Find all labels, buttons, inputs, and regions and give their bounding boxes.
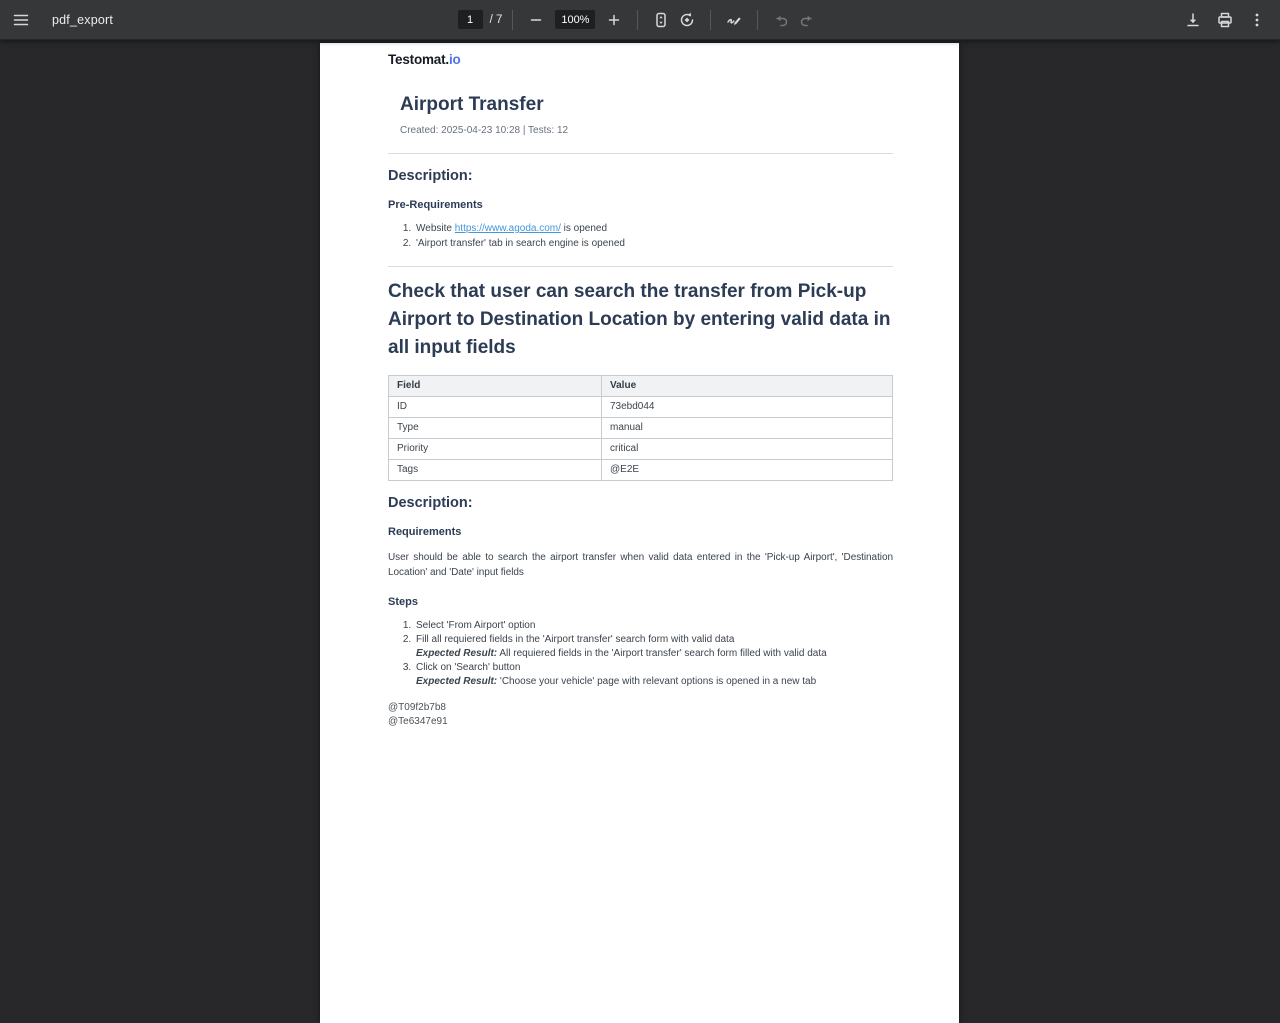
divider bbox=[388, 266, 893, 267]
step-item bbox=[414, 633, 893, 661]
toolbar-center-group bbox=[458, 7, 821, 33]
document-title: pdf_export bbox=[52, 12, 114, 27]
logo-text-accent: io bbox=[448, 52, 461, 67]
cell-value: @E2E bbox=[602, 460, 893, 481]
zoom-out-icon[interactable] bbox=[523, 7, 549, 33]
toolbar-separator bbox=[637, 10, 638, 30]
requirements-text: User should be able to search the airport transfer when valid data entered in the 'Pick-up Airport', 'Destination Location' and 'Date' input fields bbox=[388, 552, 893, 578]
list-item: 2. 'Airport transfer' tab in search engine is opened bbox=[414, 237, 893, 252]
pdf-viewer-toolbar bbox=[0, 0, 1280, 40]
table-header-row bbox=[389, 376, 893, 397]
toolbar-separator bbox=[710, 10, 711, 30]
col-header-value: Value bbox=[602, 376, 893, 397]
page-number-input[interactable] bbox=[458, 10, 483, 29]
cell-value: 73ebd044 bbox=[602, 397, 893, 418]
steps-list bbox=[388, 619, 893, 689]
description-heading-1: Description: bbox=[388, 168, 473, 184]
list-item bbox=[414, 222, 893, 237]
toolbar-right-group bbox=[820, 7, 1280, 33]
pdf-page-1 bbox=[320, 43, 959, 1023]
table-row bbox=[389, 397, 893, 418]
testomat-logo bbox=[388, 52, 893, 68]
toolbar-left-group bbox=[0, 7, 458, 33]
table-row bbox=[389, 460, 893, 481]
description-heading-2: Description: bbox=[388, 495, 473, 511]
undo-icon bbox=[768, 7, 794, 33]
step-item bbox=[414, 661, 893, 689]
divider bbox=[388, 153, 893, 154]
agoda-link[interactable]: https://www.agoda.com/ bbox=[454, 223, 561, 234]
table-row bbox=[389, 439, 893, 460]
col-header-field: Field bbox=[389, 376, 602, 397]
page-count-label: / 7 bbox=[489, 13, 503, 26]
table-row bbox=[389, 418, 893, 439]
step-text: 2. Fill all requiered fields in the 'Airport transfer' search form with valid data bbox=[416, 634, 735, 645]
more-options-icon[interactable] bbox=[1244, 7, 1270, 33]
expected-result-label: Expected Result: bbox=[416, 676, 498, 687]
cell-field: Priority bbox=[389, 439, 602, 460]
tag-line: @Te6347e91 bbox=[388, 716, 448, 727]
cell-value: critical bbox=[602, 439, 893, 460]
zoom-in-icon[interactable] bbox=[601, 7, 627, 33]
expected-result bbox=[416, 647, 893, 661]
test-meta-table bbox=[388, 375, 893, 481]
cell-field: Type bbox=[389, 418, 602, 439]
expected-result-text: 'Choose your vehicle' page with relevant options is opened in a new tab bbox=[497, 676, 817, 687]
suite-title: Airport Transfer bbox=[400, 94, 544, 115]
requirements-heading: Requirements bbox=[388, 526, 462, 538]
logo-text-dark: Testomat. bbox=[388, 52, 449, 67]
suite-meta: Created: 2025-04-23 10:28 | Tests: 12 bbox=[400, 125, 569, 136]
pdf-viewer-area[interactable] bbox=[0, 41, 1280, 1023]
step-text: 3. Click on 'Search' button bbox=[416, 662, 521, 673]
step-item bbox=[414, 619, 893, 633]
test-id-tags bbox=[388, 701, 893, 729]
zoom-level-display[interactable]: 100% bbox=[555, 10, 595, 29]
cell-field: Tags bbox=[389, 460, 602, 481]
step-text: 1. Select 'From Airport' option bbox=[416, 620, 536, 631]
expected-result-text: All requiered fields in the 'Airport transfer' search form filled with valid data bbox=[497, 648, 827, 659]
print-icon[interactable] bbox=[1212, 7, 1238, 33]
cell-field: ID bbox=[389, 397, 602, 418]
steps-heading: Steps bbox=[388, 596, 418, 608]
test-case-title: Check that user can search the transfer from Pick-up Airport to Destination Location by entering valid data in all input fields bbox=[388, 281, 891, 358]
menu-icon[interactable] bbox=[8, 7, 34, 33]
download-icon[interactable] bbox=[1180, 7, 1206, 33]
pre-requirements-list bbox=[388, 222, 893, 251]
fit-page-icon[interactable] bbox=[648, 7, 674, 33]
rotate-icon[interactable] bbox=[674, 7, 700, 33]
expected-result bbox=[416, 675, 893, 689]
toolbar-separator bbox=[512, 10, 513, 30]
prereq-item1-prefix: Website bbox=[416, 223, 455, 234]
pre-requirements-heading: Pre-Requirements bbox=[388, 199, 483, 211]
redo-icon bbox=[794, 7, 820, 33]
annotate-pen-icon[interactable] bbox=[721, 7, 747, 33]
prereq-item1-suffix: is opened bbox=[560, 223, 608, 234]
tag-line: @T09f2b7b8 bbox=[388, 702, 446, 713]
cell-value: manual bbox=[602, 418, 893, 439]
toolbar-separator bbox=[757, 10, 758, 30]
expected-result-label: Expected Result: bbox=[416, 648, 498, 659]
